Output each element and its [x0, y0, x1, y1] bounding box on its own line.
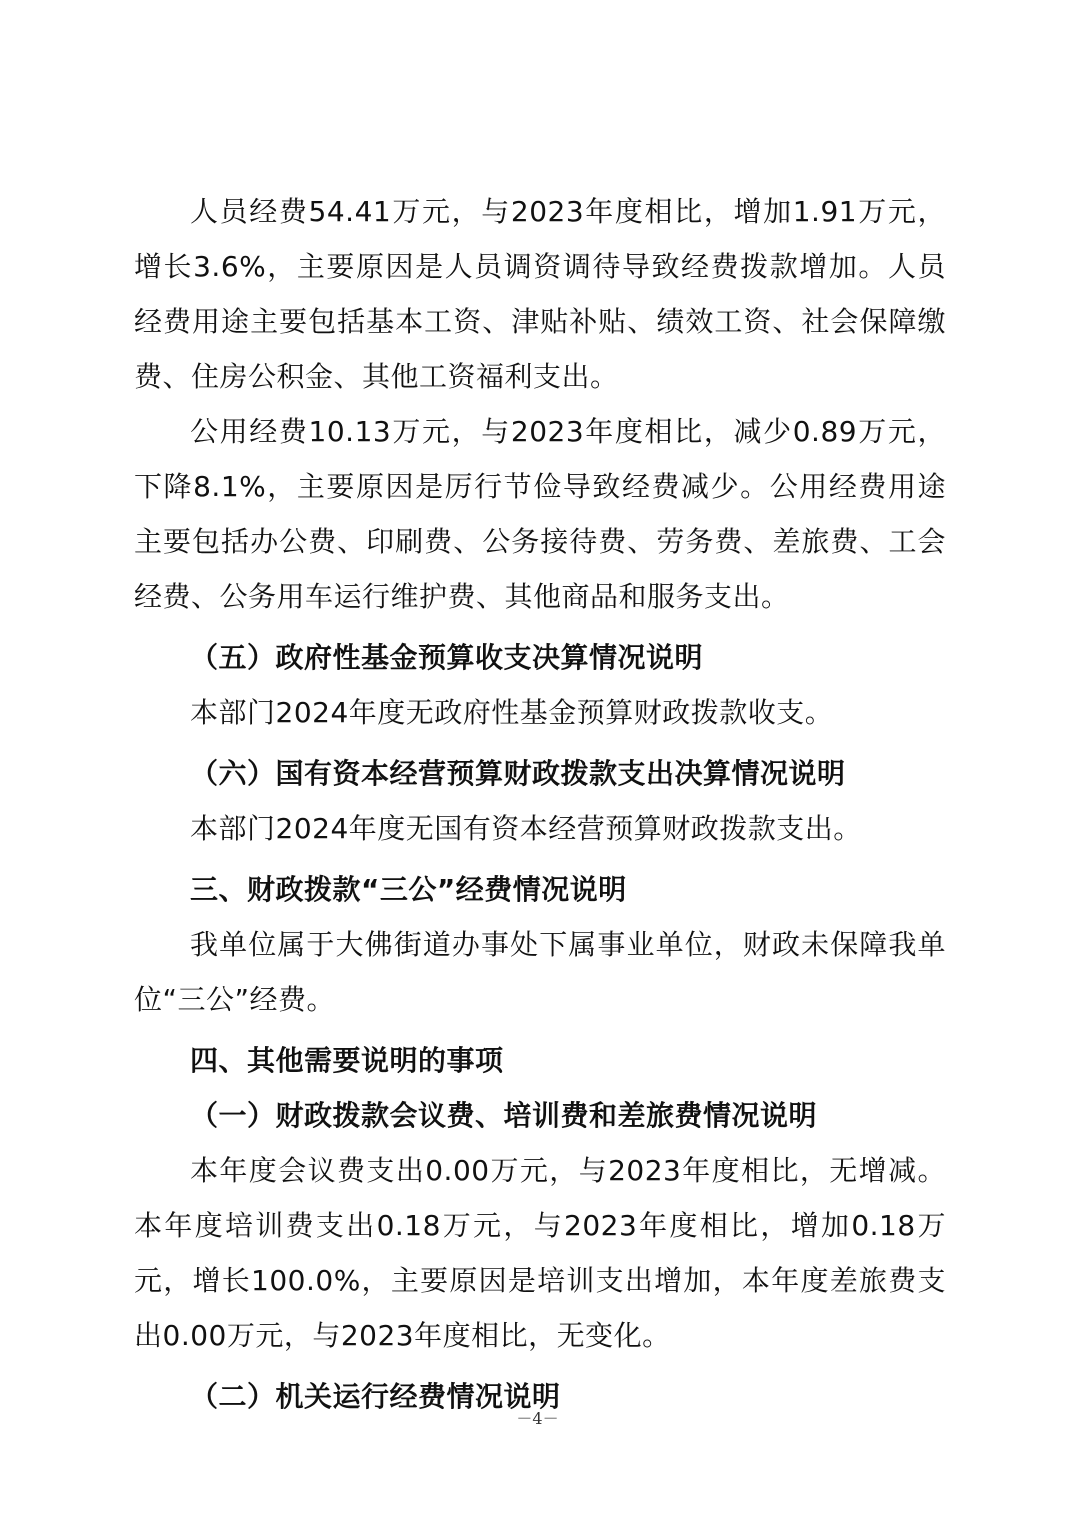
paragraph-state-capital-budget: 本部门2024年度无国有资本经营预算财政拨款支出。 [190, 812, 862, 845]
paragraph-public-expenses: 公用经费10.13万元，与2023年度相比，减少0.89万元，下降8.1%，主要原因是厉行节俭导致经费减少。公用经费用途主要包括办公费、印刷费、公务接待费、劳务费、差旅费、工会经费、公务用车运行维护费、其他商品和服务支出。 [134, 415, 946, 613]
heading-state-capital-budget: （六）国有资本经营预算财政拨款支出决算情况说明 [190, 757, 846, 790]
paragraph-meeting-training-travel: 本年度会议费支出0.00万元，与2023年度相比，无增减。本年度培训费支出0.18万元，与2023年度相比，增加0.18万元，增长100.0%，主要原因是培训支出增加，本年度差旅费支出0.00万元，与2023年度相比，无变化。 [134, 1154, 946, 1352]
heading-three-public-expenses: 三、财政拨款“三公”经费情况说明 [190, 873, 627, 906]
document-body [134, 184, 946, 1424]
heading-agency-operating-expenses: （二）机关运行经费情况说明 [190, 1380, 561, 1413]
heading-other-matters: 四、其他需要说明的事项 [190, 1044, 504, 1077]
page-number: －4－ [516, 1409, 559, 1428]
paragraph-three-public-expenses: 我单位属于大佛街道办事处下属事业单位，财政未保障我单位“三公”经费。 [134, 928, 946, 1016]
heading-government-fund-budget: （五）政府性基金预算收支决算情况说明 [190, 641, 704, 674]
paragraph-government-fund-budget: 本部门2024年度无政府性基金预算财政拨款收支。 [190, 696, 834, 729]
paragraph-personnel-expenses: 人员经费54.41万元，与2023年度相比，增加1.91万元，增长3.6%，主要原因是人员调资调待导致经费拨款增加。人员经费用途主要包括基本工资、津贴补贴、绩效工资、社会保障缴费、住房公积金、其他工资福利支出。 [134, 195, 946, 393]
heading-meeting-training-travel: （一）财政拨款会议费、培训费和差旅费情况说明 [190, 1099, 818, 1132]
